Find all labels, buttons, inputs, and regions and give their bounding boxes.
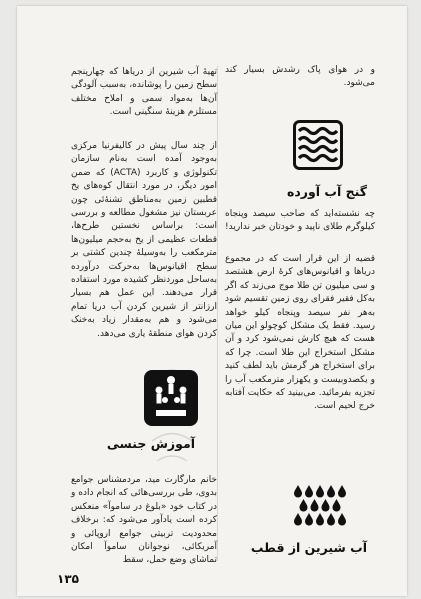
- fresh-water-paragraph-1: تهیهٔ آب شیرین از دریاها که چهارپنجم سطح زمین را پوشانده، به‌سبب آلودگی آن‌ها به‌مواد سمی و املاح مختلف مستلزم هزینهٔ سنگینی است.: [71, 67, 217, 118]
- section-title-treasure: گنج آب آورده: [287, 184, 367, 199]
- treasure-paragraph-1: چه نشسته‌اید که صاحب سیصد وپنجاه کیلوگرم طلای ناپید و خودتان خبر ندارید!: [225, 209, 375, 233]
- water-drops-icon: [293, 484, 347, 526]
- section-title-fresh-water: آب شیرین از قطب: [250, 540, 367, 555]
- treasure-paragraph-2: قضیه از این قرار است که در مجموع دریاها و اقیانوس‌های کرهٔ ارض هشتصد و سی میلیون تن طلا موج می‌زند که اگر به‌کل فقیر فقرای روی زمین تقسیم شود به‌هر نفر سیصد وپنجاه کیلو خواهد رسید. فقط یک مشکل کوچولو این میان هست که هیچ کارش نمی‌شود کرد و آن مشکل استخراج این طلا است. چرا که برای استخراج هر گرمش باید لطف کنید و یکصدوبیست و یکهزار مترمکعب آب را تجزیه بفرمائید. می‌بینید که حکایت آفتابه خرج لحیم است.: [225, 254, 375, 412]
- sex-education-icon: [144, 370, 198, 426]
- book-page: [17, 6, 407, 596]
- water-waves-icon: [293, 120, 343, 170]
- column-divider: [217, 66, 218, 561]
- sex-education-paragraph-1: خانم مارگارت مید، مردمشناس جوامع بدوی، طی بررسی‌هائی که انجام داده و در کتاب خود «بلوغ در ساموآ» منعکس کرده است یادآور می‌شود که: برخلاف محدودیت تربیتی جوامع اروپائی و آمریکائی، نوجوانان ساموآ امکان تماشای وضع حمل، سقط: [71, 475, 217, 566]
- page-number: ۱۳۵: [57, 572, 79, 586]
- section-title-sex-education: آموزش جنسی: [106, 436, 195, 451]
- fresh-water-paragraph-2: از چند سال پیش در کالیفرنیا مرکزی به‌وجود آمده است به‌نام سازمان تکنولوژی و کاربرد (ACTA) که ضمن امور دیگر، در مورد انتقال کوه‌های یخ قطبین زمین به‌مناطق تشنهٔ‌ئی چون عربستان نیز مشغول مطالعه و بررسی است: براساس نخستین طرح‌ها، قطعات عظیمی از یخ به‌حجم میلیون‌ها مترمکعب را به‌وسیلهٔ چندین کشتی بر سطح اقیانوس‌ها به‌حرکت درآورده به‌ساحل موردنظر کشیده مورد استفاده قرار می‌دهند. این عمل هم بسیار ارزانتر از شیرین کردن آب دریا تمام می‌شود و هم به‌مقدار زیاد به‌خنک کردن هوای منطقهٔ یاری می‌دهد.: [71, 141, 217, 339]
- intro-text: و در هوای پاک رشدش بسیار کند می‌شود.: [225, 65, 375, 89]
